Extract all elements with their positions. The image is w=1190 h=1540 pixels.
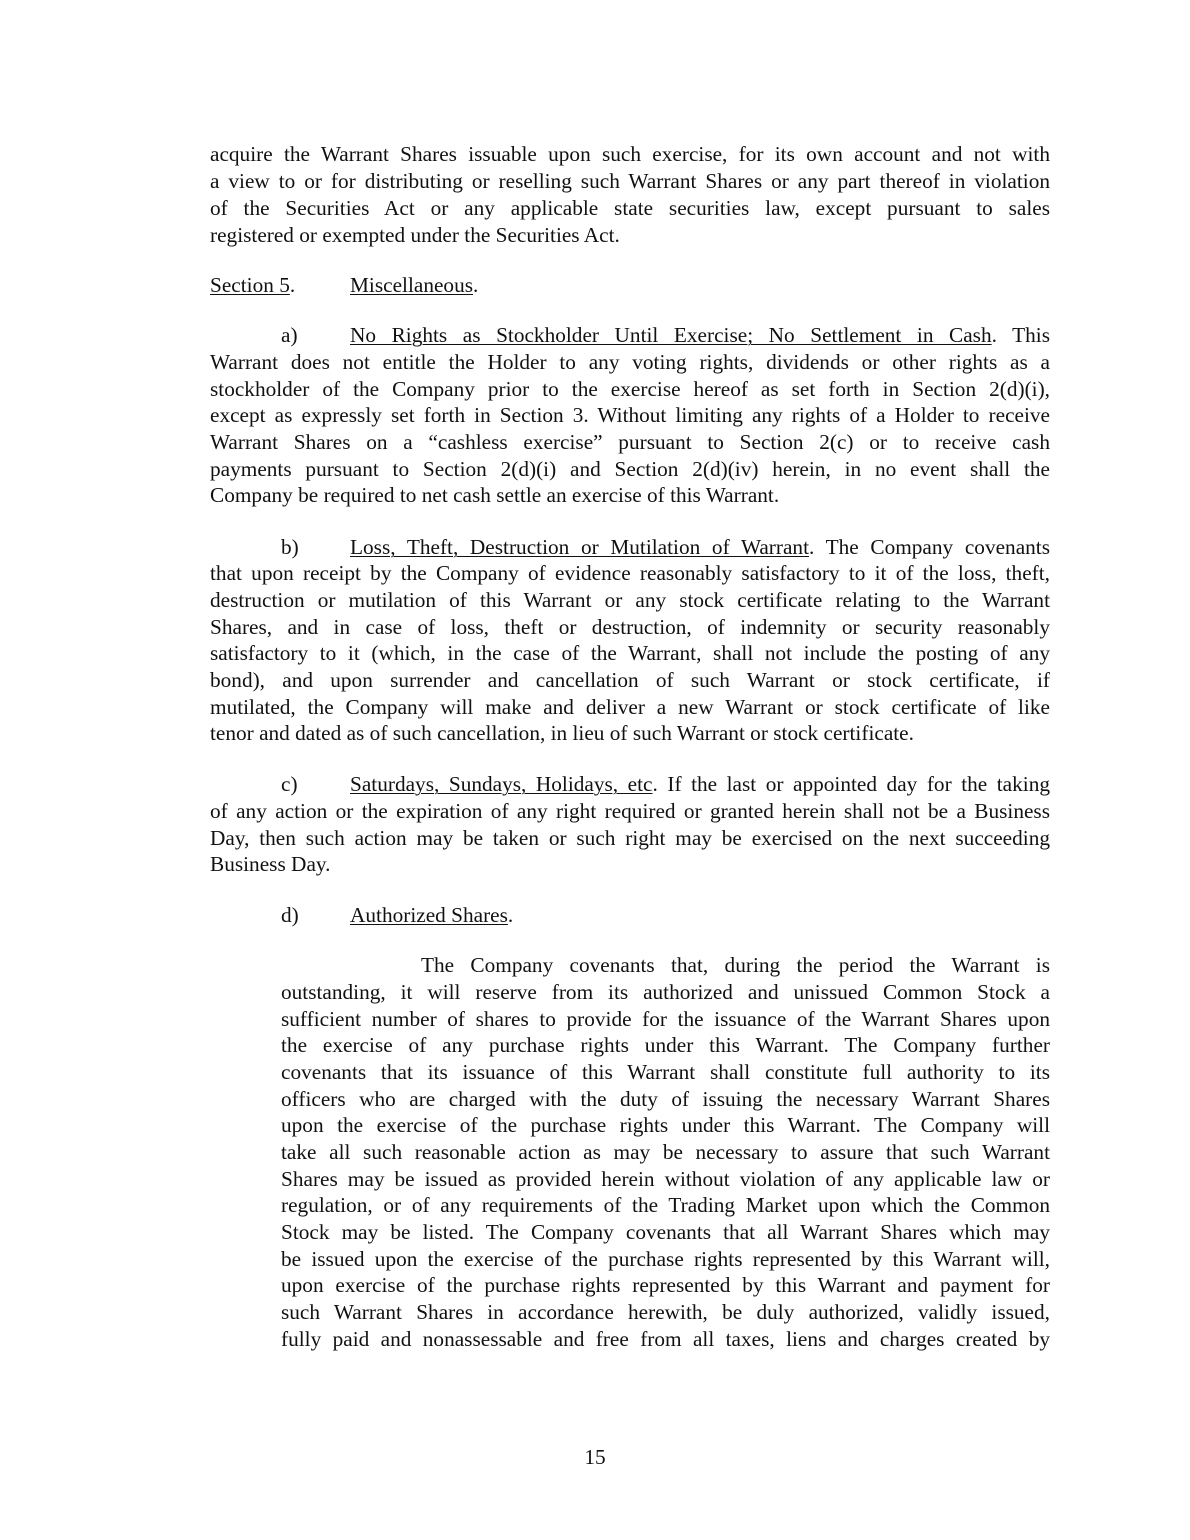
- subsection-first-line: [350, 771, 1050, 798]
- page-number: 15: [584, 1445, 606, 1469]
- paragraph-line: take all such reasonable action as may be necessary to assure that such Warrant: [281, 1140, 1050, 1164]
- paragraph-line: tenor and dated as of such cancellation, in lieu of such Warrant or stock certificate.: [210, 721, 914, 745]
- section-number-punct: .: [289, 273, 296, 297]
- subsection-first-line: [350, 534, 1050, 561]
- paragraph-line: bond), and upon surrender and cancellation of such Warrant or stock certificate, if: [210, 668, 1050, 692]
- subsection-label: a): [281, 323, 298, 347]
- paragraph-line: the exercise of any purchase rights under this Warrant. The Company further: [281, 1033, 1050, 1057]
- subsection-label: b): [281, 535, 299, 559]
- subsection-label: c): [281, 772, 298, 796]
- paragraph-line: be issued upon the exercise of the purchase rights represented by this Warrant will,: [281, 1247, 1050, 1271]
- paragraph-line: destruction or mutilation of this Warrant or any stock certificate relating to the Warrant: [210, 588, 1050, 612]
- paragraph-line: officers who are charged with the duty of issuing the necessary Warrant Shares: [281, 1087, 1050, 1111]
- paragraph-line: sufficient number of shares to provide for the issuance of the Warrant Shares upon: [281, 1007, 1050, 1031]
- paragraph-line: regulation, or of any requirements of the Trading Market upon which the Common: [281, 1193, 1050, 1217]
- paragraph-line: Day, then such action may be taken or such right may be exercised on the next succeeding: [210, 826, 1050, 850]
- paragraph-line: except as expressly set forth in Section 3. Without limiting any rights of a Holder to receive: [210, 403, 1050, 427]
- paragraph-first-line: The Company covenants that, during the period the Warrant is: [421, 953, 1050, 977]
- paragraph-line: of any action or the expiration of any right required or granted herein shall not be a Business: [210, 799, 1050, 823]
- paragraph-line: fully paid and nonassessable and free from all taxes, liens and charges created by: [281, 1327, 1050, 1351]
- paragraph-line: a view to or for distributing or reselling such Warrant Shares or any part thereof in violation: [210, 169, 1050, 193]
- paragraph-line: registered or exempted under the Securities Act.: [210, 223, 620, 247]
- subsection-heading: [350, 902, 513, 929]
- subsection-title: No Rights as Stockholder Until Exercise; No Settlement in Cash: [350, 323, 992, 347]
- section-title-punct: .: [473, 273, 479, 297]
- paragraph-line: Company be required to net cash settle an exercise of this Warrant.: [210, 483, 780, 507]
- paragraph-line: stockholder of the Company prior to the exercise hereof as set forth in Section 2(d)(i),: [210, 377, 1050, 401]
- paragraph-line: of the Securities Act or any applicable state securities law, except pursuant to sales: [210, 196, 1050, 220]
- paragraph-line: satisfactory to it (which, in the case of the Warrant, shall not include the posting of any: [210, 641, 1050, 665]
- subsection-title: Authorized Shares: [350, 903, 508, 927]
- paragraph-line: Warrant does not entitle the Holder to any voting rights, dividends or other rights as a: [210, 350, 1050, 374]
- paragraph-line: payments pursuant to Section 2(d)(i) and Section 2(d)(iv) herein, in no event shall the: [210, 457, 1050, 481]
- paragraph-line: Stock may be listed. The Company covenants that all Warrant Shares which may: [281, 1220, 1050, 1244]
- paragraph-line: upon exercise of the purchase rights represented by this Warrant and payment for: [281, 1273, 1050, 1297]
- subsection-first-line-rest: . The Company covenants: [809, 535, 1050, 559]
- paragraph-line: acquire the Warrant Shares issuable upon such exercise, for its own account and not with: [210, 142, 1050, 166]
- paragraph-line: Shares, and in case of loss, theft or destruction, of indemnity or security reasonably: [210, 615, 1050, 639]
- subsection-first-line: [350, 322, 1050, 349]
- paragraph-line: mutilated, the Company will make and deliver a new Warrant or stock certificate of like: [210, 695, 1050, 719]
- paragraph-line: Business Day.: [210, 852, 331, 876]
- paragraph-line: covenants that its issuance of this Warrant shall constitute full authority to its: [281, 1060, 1050, 1084]
- section-number: Section 5: [210, 273, 290, 297]
- paragraph-line: upon the exercise of the purchase rights under this Warrant. The Company will: [281, 1113, 1050, 1137]
- paragraph-line: such Warrant Shares in accordance herewith, be duly authorized, validly issued,: [281, 1300, 1050, 1324]
- section-title-row: [350, 272, 478, 299]
- paragraph-line: outstanding, it will reserve from its authorized and unissued Common Stock a: [281, 980, 1050, 1004]
- paragraph-line: that upon receipt by the Company of evidence reasonably satisfactory to it of the loss, theft,: [210, 561, 1050, 585]
- subsection-title: Saturdays, Sundays, Holidays, etc: [350, 772, 653, 796]
- section-title: Miscellaneous: [350, 273, 474, 297]
- subsection-first-line-rest: . If the last or appointed day for the taking: [652, 772, 1050, 796]
- subsection-label: d): [281, 903, 299, 927]
- paragraph-line: Warrant Shares on a “cashless exercise” pursuant to Section 2(c) or to receive cash: [210, 430, 1050, 454]
- paragraph-line: Shares may be issued as provided herein without violation of any applicable law or: [281, 1167, 1050, 1191]
- section-heading: [210, 272, 295, 299]
- subsection-title: Loss, Theft, Destruction or Mutilation of Warrant: [350, 535, 809, 559]
- subsection-first-line-rest: . This: [991, 323, 1050, 347]
- subsection-title-punct: .: [507, 903, 514, 927]
